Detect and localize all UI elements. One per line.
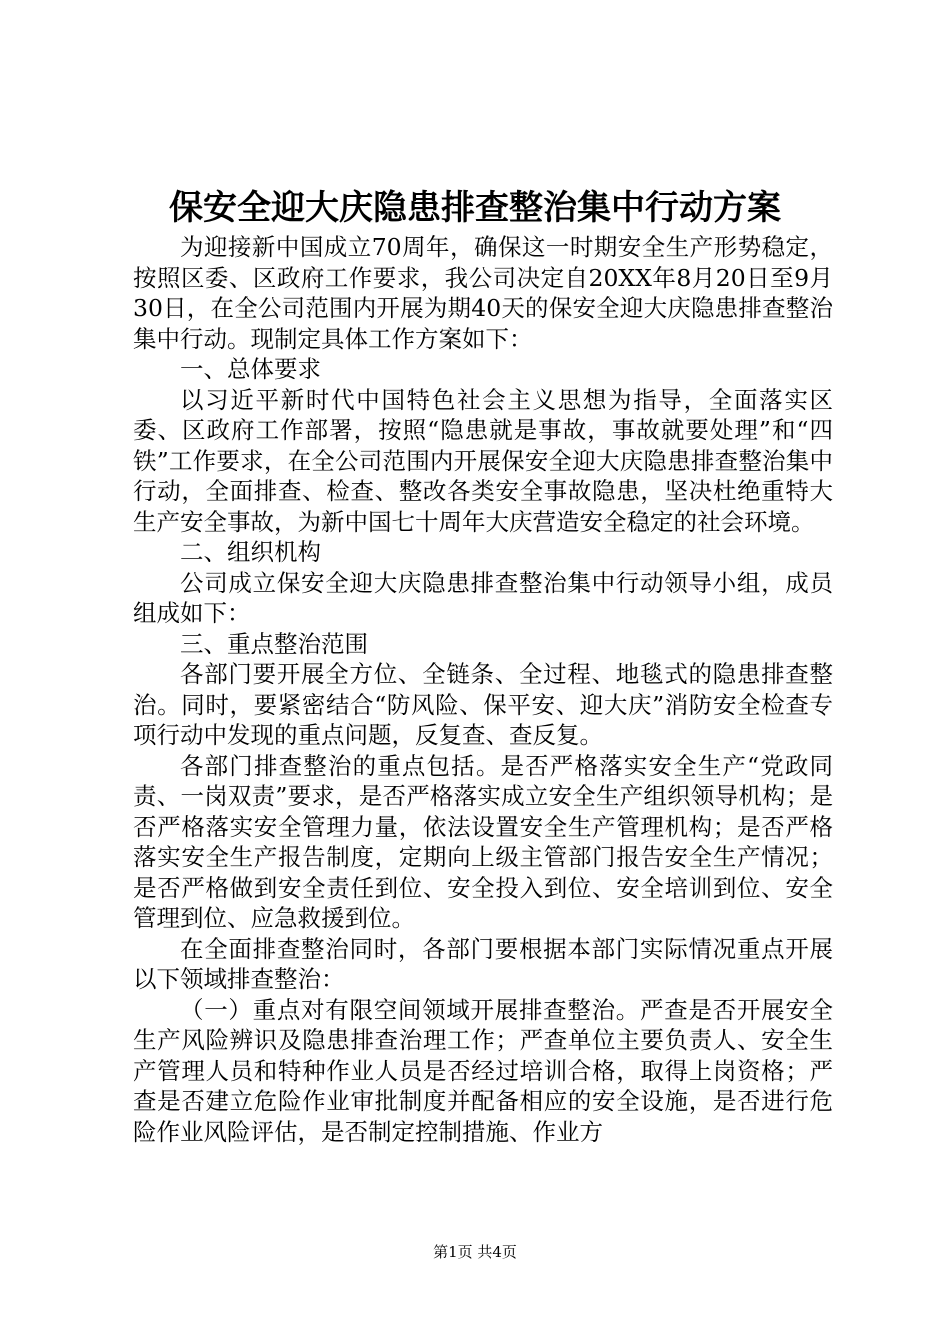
general-requirements-paragraph: 以习近平新时代中国特色社会主义思想为指导，全面落实区委、区政府工作部署，按照“隐患就是事故，事故就要处理”和“四铁”工作要求，在全公司范围内开展保安全迎大庆隐患排查整治集中行动，全面排查、检查、整改各类安全事故隐患，坚决杜绝重特大生产安全事故，为新中国七十周年大庆营造安全稳定的社会环境。 xyxy=(133,385,833,536)
key-scope-paragraph-1: 各部门要开展全方位、全链条、全过程、地毯式的隐患排查整治。同时，要紧密结合“防风险、保平安、迎大庆”消防安全检查专项行动中发现的重点问题，反复查、查反复。 xyxy=(133,660,833,749)
key-scope-paragraph-2: 各部门排查整治的重点包括。是否严格落实安全生产“党政同责、一岗双责”要求，是否严格落实成立安全生产组织领导机构；是否严格落实安全管理力量，依法设置安全生产管理机构；是否严格落实安全生产报告制度，定期向上级主管部门报告安全生产情况；是否严格做到安全责任到位、安全投入到位、安全培训到位、安全管理到位、应急救援到位。 xyxy=(133,751,833,932)
section-heading-organization: 二、组织机构 xyxy=(180,538,321,566)
key-scope-paragraph-3: 在全面排查整治同时，各部门要根据本部门实际情况重点开展以下领域排查整治： xyxy=(133,934,833,993)
document-title: 保安全迎大庆隐患排查整治集中行动方案 xyxy=(169,188,781,228)
organization-paragraph: 公司成立保安全迎大庆隐患排查整治集中行动领导小组，成员组成如下： xyxy=(133,568,833,627)
document-body xyxy=(133,232,833,1147)
page-footer: 第1页 共4页 xyxy=(433,1243,517,1261)
key-scope-item-1: （一）重点对有限空间领域开展排查整治。严查是否开展安全生产风险辨识及隐患排查治理工作；严查单位主要负责人、安全生产管理人员和特种作业人员是否经过培训合格，取得上岗资格；严查是否建立危险作业审批制度并配备相应的安全设施，是否进行危险作业风险评估，是否制定控制措施、作业方 xyxy=(133,995,833,1146)
intro-paragraph: 为迎接新中国成立70周年，确保这一时期安全生产形势稳定，按照区委、区政府工作要求，我公司决定自20XX年8月20日至9月30日，在全公司范围内开展为期40天的保安全迎大庆隐患排查整治集中行动。现制定具体工作方案如下： xyxy=(133,233,833,353)
section-heading-general-requirements: 一、总体要求 xyxy=(180,355,321,383)
section-heading-key-scope: 三、重点整治范围 xyxy=(180,629,368,658)
